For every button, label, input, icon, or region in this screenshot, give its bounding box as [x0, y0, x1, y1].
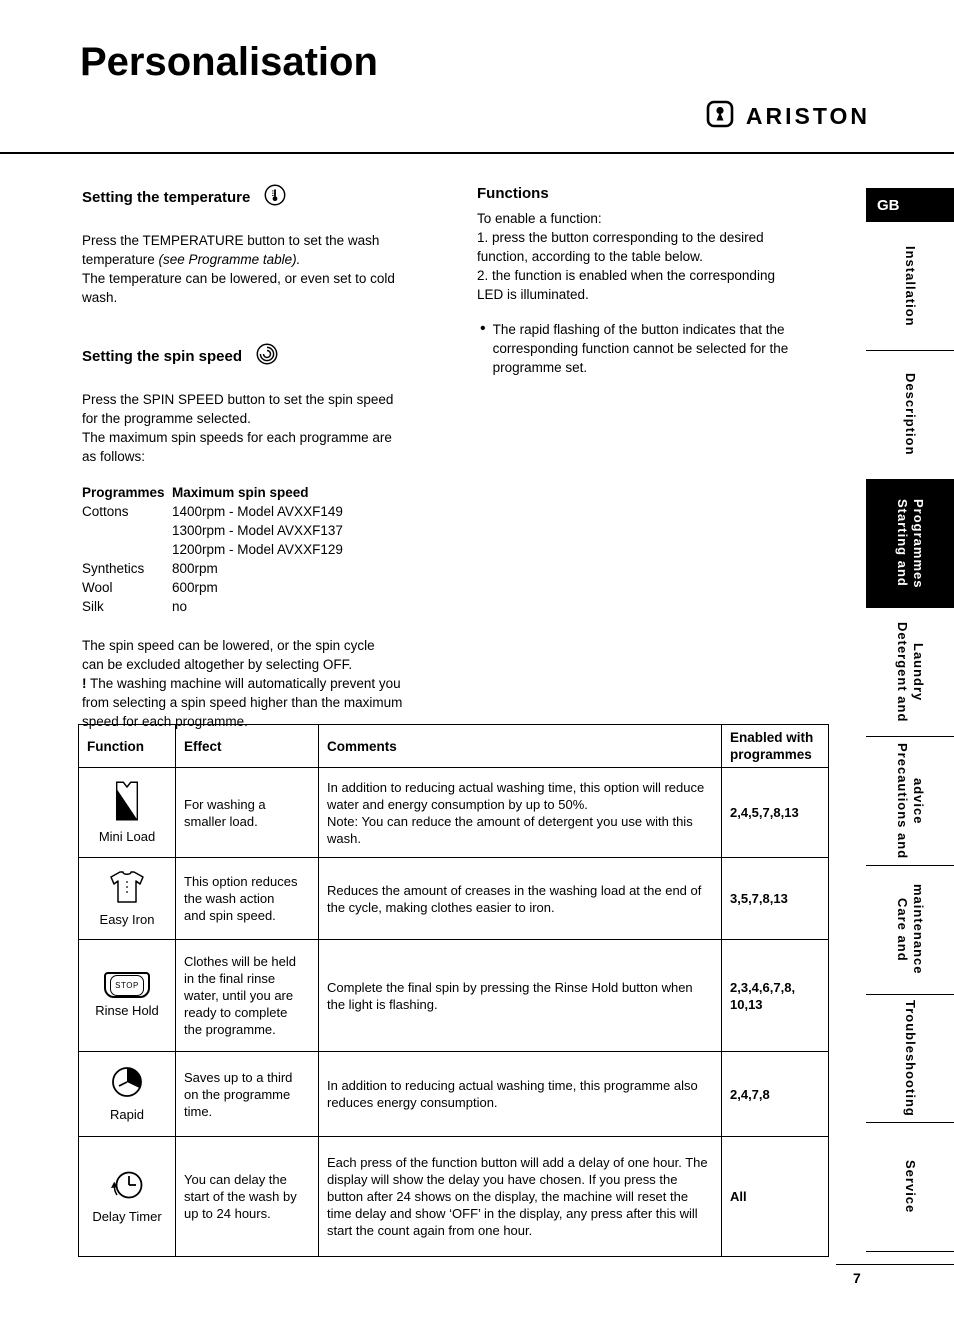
table-row: [82, 559, 460, 578]
brand-name: ARISTON: [745, 103, 870, 129]
effect-column-header: Effect: [176, 725, 319, 768]
delay-timer-icon: [108, 1169, 146, 1205]
sidebar-tab-description: [866, 351, 954, 480]
programme-name: Wool: [82, 580, 113, 595]
table-row: [82, 578, 460, 597]
sidebar-tab-service: [866, 1123, 954, 1252]
table-row: [82, 502, 460, 521]
programme-name: [82, 521, 172, 540]
sidebar-tab-installation: [866, 222, 954, 351]
table-row: [79, 1137, 829, 1257]
sidebar-tab-starting-and-programmes: [866, 480, 954, 609]
functions-bullet-text: The rapid flashing of the button indicates that the corresponding function cannot be selected for the programme set.: [492, 322, 789, 375]
effect-cell: You can delay the start of the wash by up to 24 hours.: [176, 1137, 319, 1257]
rinse-hold-icon: [104, 972, 150, 998]
page-number: 7: [853, 1270, 861, 1286]
programme-speed: 1200rpm - Model AVXXF129: [172, 542, 343, 557]
enabled-column-header: Enabled with programmes: [722, 725, 829, 768]
comments-cell: Complete the final spin by pressing the Rinse Hold button when the light is flashing.: [319, 940, 722, 1052]
footer-divider: [836, 1264, 954, 1265]
function-label: Delay Timer: [92, 1208, 162, 1224]
spin-swirl-icon: [256, 343, 278, 370]
temperature-text-italic: (see Programme table).: [158, 252, 301, 267]
programme-speed: no: [172, 599, 188, 614]
table-row: [82, 597, 460, 616]
sidebar-tab-label: Care and maintenance: [895, 884, 926, 975]
easy-iron-icon: [107, 870, 147, 908]
table-row: [79, 1052, 829, 1137]
function-label: Rinse Hold: [95, 1003, 159, 1018]
enabled-cell: All: [722, 1137, 829, 1257]
table-row: [79, 940, 829, 1052]
temperature-text-1: Press the TEMPERATURE button to set the wash temperature: [82, 233, 380, 267]
function-label: Mini Load: [98, 828, 156, 844]
left-column: [82, 184, 460, 731]
spin-note-text-2: The washing machine will automatically prevent you from selecting a spin speed higher than the maximum speed for each programme.: [82, 676, 403, 729]
keyhole-icon: [706, 100, 734, 133]
sidebar-tab-label: Precautions and advice: [895, 742, 926, 859]
effect-cell: For washing a smaller load.: [176, 768, 319, 858]
table-row: [82, 521, 460, 540]
sidebar-tab-label: Description: [903, 373, 918, 456]
functions-heading-text: Functions: [477, 185, 549, 202]
function-label: Rapid: [110, 1107, 144, 1122]
programme-name: Synthetics: [82, 561, 145, 576]
sidebar-tab-detergent-and-laundry: [866, 608, 954, 737]
function-cell: [79, 1052, 176, 1137]
table-header-row: [79, 725, 829, 768]
comments-cell: In addition to reducing actual washing time, this programme also reduces energy consumption.: [319, 1052, 722, 1137]
enabled-cell: 2,4,7,8: [722, 1052, 829, 1137]
sidebar-tab-precautions-and-advice: [866, 737, 954, 866]
functions-table: [78, 724, 829, 1257]
temperature-heading: [82, 184, 460, 211]
programme-speed: 1300rpm - Model AVXXF137: [172, 523, 343, 538]
programme-speed: 800rpm: [172, 561, 218, 576]
spin-heading-text: Setting the spin speed: [82, 348, 243, 365]
function-cell: [79, 768, 176, 858]
header-divider: [0, 152, 954, 154]
function-column-header: Function: [79, 725, 176, 768]
effect-cell: Saves up to a third on the programme time.: [176, 1052, 319, 1137]
thermometer-icon: [264, 184, 286, 211]
spin-note: [82, 636, 460, 731]
exclamation-mark: !: [82, 676, 87, 691]
temperature-heading-text: Setting the temperature: [82, 189, 251, 206]
sidebar-tab-troubleshooting: [866, 995, 954, 1124]
effect-cell: Clothes will be held in the final rinse water, until you are ready to complete the programme.: [176, 940, 319, 1052]
effect-cell: This option reduces the wash action and spin speed.: [176, 858, 319, 940]
max-spin-column-header: Maximum spin speed: [172, 485, 309, 500]
spin-speed-table: [82, 483, 460, 616]
function-label: Easy Iron: [99, 911, 155, 927]
sidebar-tab-label: Detergent and Laundry: [895, 621, 926, 723]
spin-note-text-1: The spin speed can be lowered, or the spin cycle can be excluded altogether by selecting OFF.: [82, 638, 375, 672]
programme-name: Silk: [82, 599, 104, 614]
function-cell: [79, 1137, 176, 1257]
table-row: [79, 858, 829, 940]
stop-label: STOP: [110, 975, 144, 996]
sidebar-tab-label: Service: [903, 1160, 918, 1214]
programme-speed: 1400rpm - Model AVXXF149: [172, 504, 343, 519]
enabled-cell: 3,5,7,8,13: [722, 858, 829, 940]
functions-bullet: [477, 320, 837, 377]
function-cell: [79, 858, 176, 940]
page-title: Personalisation: [80, 40, 378, 84]
comments-column-header: Comments: [319, 725, 722, 768]
temperature-paragraph: [82, 231, 460, 307]
functions-intro: To enable a function: 1. press the button corresponding to the desired function, according to the table below. 2. the function is enabled when the corresponding LED is illuminated.: [477, 211, 775, 302]
function-cell: [79, 940, 176, 1052]
programme-name: [82, 540, 172, 559]
programmes-column-header: Programmes: [82, 485, 165, 500]
sidebar-tab-label: Starting and Programmes: [895, 498, 926, 589]
programme-name: Cottons: [82, 504, 129, 519]
table-row: [79, 768, 829, 858]
sidebar: [866, 222, 954, 1252]
right-column: [477, 184, 837, 377]
spin-paragraph: Press the SPIN SPEED button to set the spin speed for the programme selected. The maximum spin speeds for each programme are as follows:: [82, 392, 394, 464]
rapid-clock-icon: [110, 1065, 144, 1103]
enabled-cell: 2,4,5,7,8,13: [722, 768, 829, 858]
comments-cell: Each press of the function button will add a delay of one hour. The display will show the delay you have chosen. If you press the button after 24 shows on the display, the machine will reset the time delay and show ‘OFF’ in the display, any press after this will start the count again from one hour.: [319, 1137, 722, 1257]
bullet-dot: •: [480, 320, 486, 337]
sidebar-tab-care-and-maintenance: [866, 866, 954, 995]
sidebar-tab-label: Installation: [903, 245, 918, 327]
comments-cell: Reduces the amount of creases in the washing load at the end of the cycle, making clothes easier to iron.: [319, 858, 722, 940]
spin-heading: [82, 343, 460, 370]
table-row: [82, 540, 460, 559]
sidebar-tab-label: Troubleshooting: [903, 999, 918, 1117]
language-tab-gb: GB: [866, 188, 954, 222]
programme-speed: 600rpm: [172, 580, 218, 595]
temperature-text-2: The temperature can be lowered, or even set to cold wash.: [82, 271, 395, 305]
brand-logo: [706, 100, 870, 133]
spin-speed-table-header: [82, 483, 460, 502]
functions-heading: [477, 184, 837, 203]
comments-cell: In addition to reducing actual washing time, this option will reduce water and energy consumption by up to 50%. Note: You can reduce the amount of detergent you use with this wash.: [319, 768, 722, 858]
mini-load-icon: [112, 781, 142, 825]
enabled-cell: 2,3,4,6,7,8, 10,13: [722, 940, 829, 1052]
